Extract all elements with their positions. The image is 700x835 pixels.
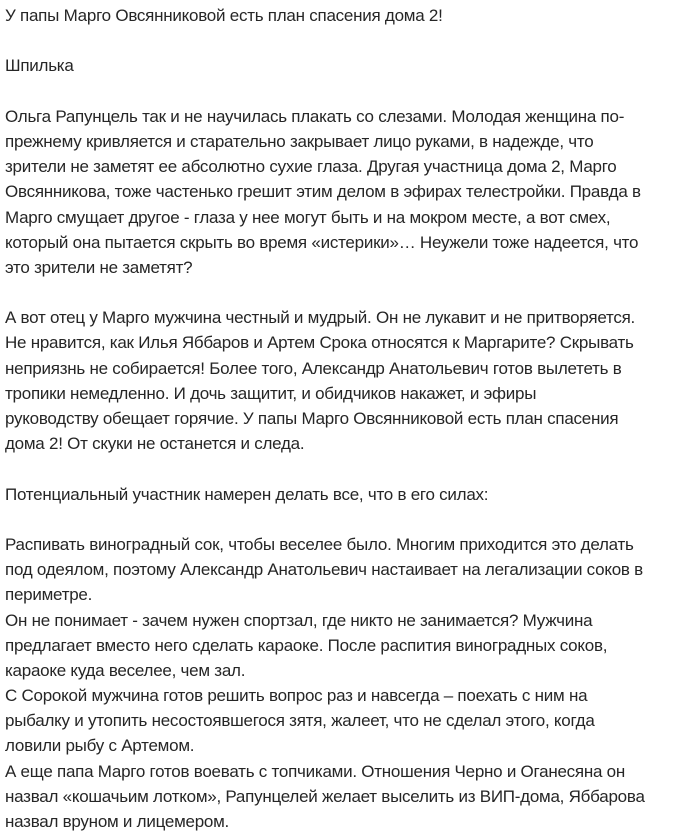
text-line: это зрители не заметят? (5, 257, 193, 277)
text-line: ловили рыбу с Артемом. (5, 736, 195, 756)
text-line: зрители не заметят ее абсолютно сухие глаза. Другая участница дома 2, Марго (5, 157, 617, 177)
text-line: под одеялом, поэтому Александр Анатольевич настаивает на легализации соков в (5, 560, 643, 580)
list-intro: Потенциальный участник намерен делать все, что в его силах: (5, 484, 489, 504)
text-line: Не нравится, как Илья Яббаров и Артем Срока относятся к Маргарите? Скрывать (5, 333, 634, 353)
text-line: предлагает вместо него сделать караоке. После распития виноградных соков, (5, 635, 608, 655)
spacer (5, 28, 700, 53)
text-line: Он не понимает - зачем нужен спортзал, где никто не занимается? Мужчина (5, 610, 593, 630)
text-line: А вот отец у Марго мужчина честный и мудрый. Он не лукавит и не притворяется. (5, 308, 636, 328)
article-author: Шпилька (5, 56, 74, 76)
text-line: тропики немедленно. И дочь защитит, и обидчиков накажет, и эфиры (5, 383, 537, 403)
text-line: назвал вруном и лицемером. (5, 812, 230, 831)
text-line: руководству обещает горячие. У папы Марго Овсянниковой есть план спасения (5, 409, 619, 428)
text-line: который она пытается скрыть во время «истерики»… Неужели тоже надеется, что (5, 232, 639, 252)
text-line: караоке куда веселее, чем зал. (5, 660, 246, 680)
text-line: Марго смущает другое - глаза у нее могут быть и на мокром месте, а вот смех, (5, 207, 611, 227)
spacer (5, 456, 700, 481)
text-line: неприязнь не собирается! Более того, Александр Анатольевич готов вылететь в (5, 358, 622, 378)
text-line: Ольга Рапунцель так и не научилась плакать со слезами. Молодая женщина по- (5, 106, 625, 126)
paragraph-2 (5, 305, 700, 456)
spacer (5, 79, 700, 104)
spacer (5, 280, 700, 305)
text-line: назвал «кошачьим лотком», Рапунцелей желает выселить из ВИП-дома, Яббарова (5, 786, 645, 806)
text-line: дома 2! От скуки не останется и следа. (5, 434, 305, 454)
text-line: рыбалку и утопить несостоявшегося зятя, жалеет, что не сделал этого, когда (5, 711, 595, 731)
article-title: У папы Марго Овсянниковой есть план спасения дома 2! (5, 6, 443, 25)
text-line: прежнему кривляется и старательно закрывает лицо руками, в надежде, что (5, 131, 594, 151)
text-line: Овсянникова, тоже частенько грешит этим делом в эфирах телестройки. Правда в (5, 182, 641, 202)
text-line: С Сорокой мужчина готов решить вопрос раз и навсегда – поехать с ним на (5, 686, 588, 706)
text-line: А еще папа Марго готов воевать с топчиками. Отношения Черно и Оганесяна он (5, 761, 626, 781)
plan-list (5, 532, 700, 834)
spacer (5, 507, 700, 532)
paragraph-1 (5, 104, 700, 280)
text-line: периметре. (5, 585, 93, 605)
text-line: Распивать виноградный сок, чтобы веселее было. Многим приходится это делать (5, 534, 634, 554)
